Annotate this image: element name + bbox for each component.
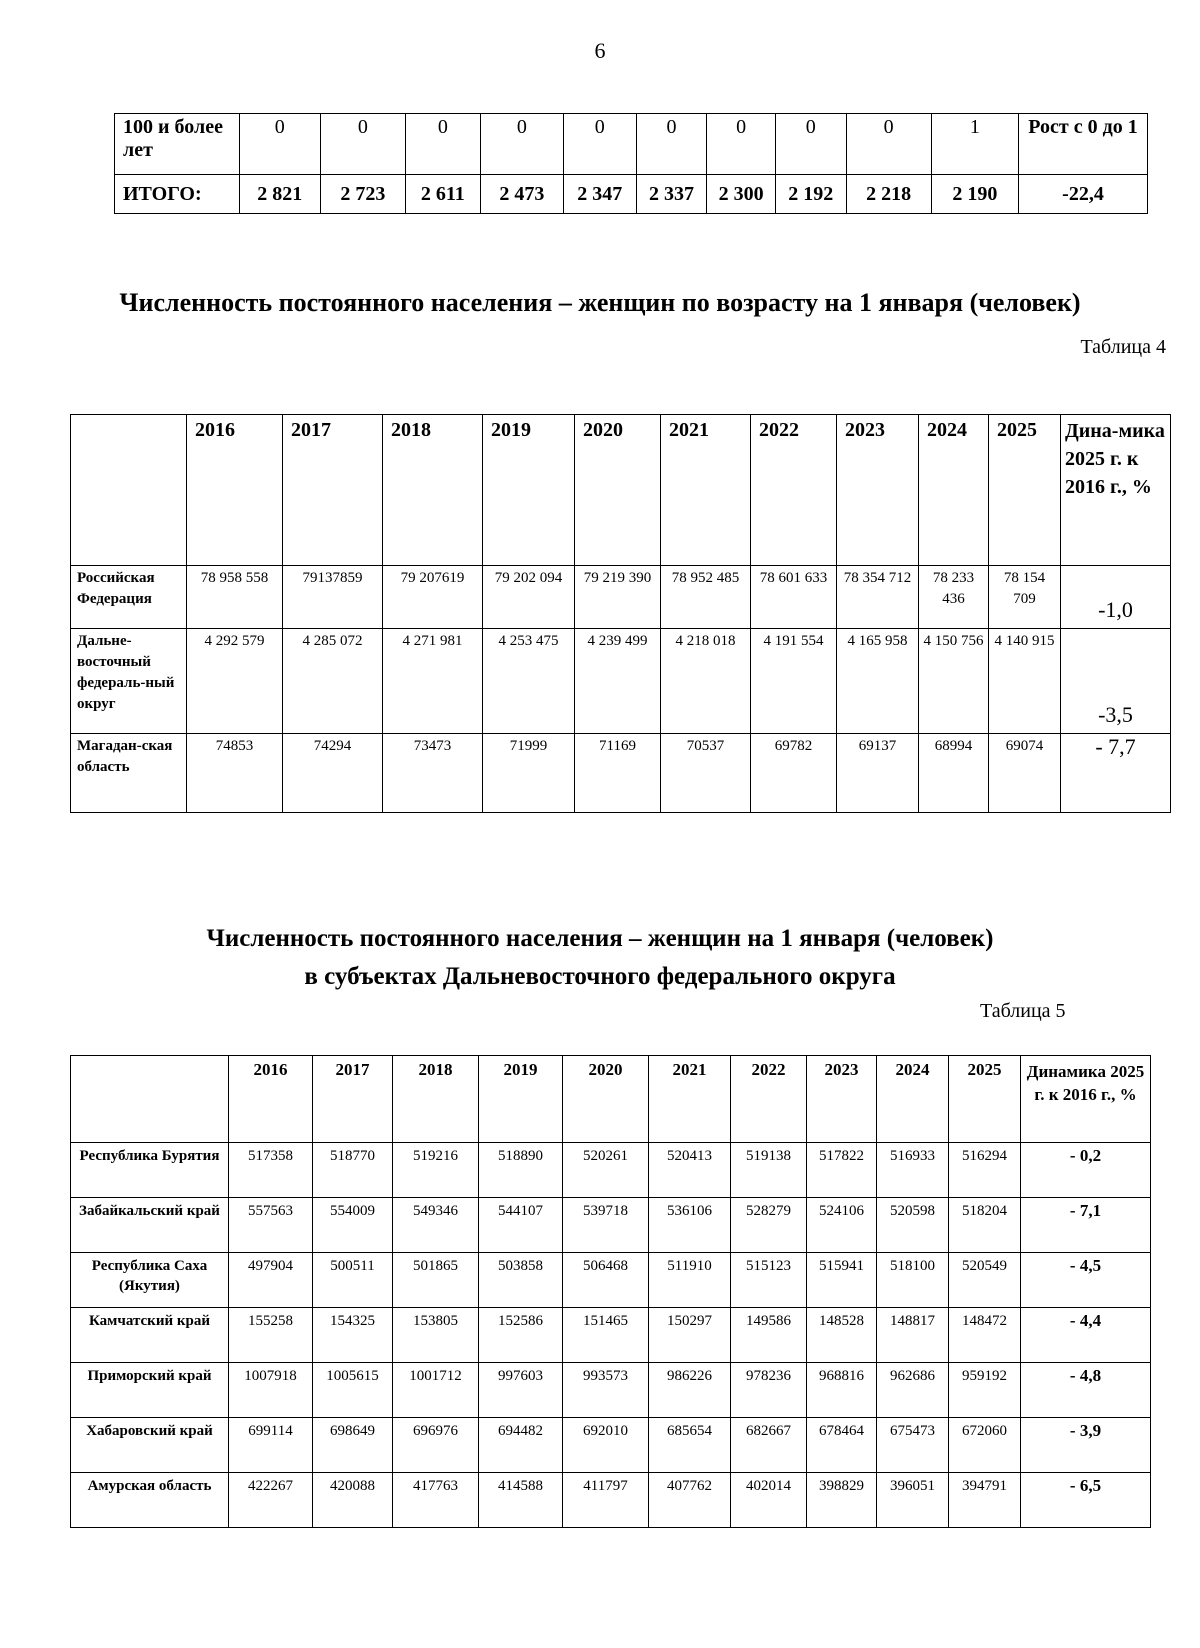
table-cell: 153805: [393, 1308, 479, 1363]
table-cell: 69074: [989, 734, 1061, 813]
table-cell: 151465: [563, 1308, 649, 1363]
table-cell: 407762: [649, 1473, 731, 1528]
table-cell: 0: [846, 114, 931, 175]
table-cell: 962686: [877, 1363, 949, 1418]
table-cell: 411797: [563, 1473, 649, 1528]
table-cell: 678464: [807, 1418, 877, 1473]
table-cell: 148472: [949, 1308, 1021, 1363]
table-row: [71, 1363, 1151, 1418]
table-cell: 79 219 390: [575, 566, 661, 629]
table-cell: 520549: [949, 1253, 1021, 1308]
table-cell: 148817: [877, 1308, 949, 1363]
table-4-label: Таблица 4: [1080, 336, 1166, 358]
table-cell: 4 239 499: [575, 629, 661, 734]
table-cell: 394791: [949, 1473, 1021, 1528]
table-cell: 71169: [575, 734, 661, 813]
year-header: 2024: [877, 1056, 949, 1143]
table-cell: 692010: [563, 1418, 649, 1473]
table-5-label: Таблица 5: [980, 1000, 1066, 1022]
year-header: 2025: [949, 1056, 1021, 1143]
year-header: 2017: [313, 1056, 393, 1143]
table-cell: 519216: [393, 1143, 479, 1198]
table-cell: 152586: [479, 1308, 563, 1363]
table-cell: 78 354 712: [837, 566, 919, 629]
table-cell: 497904: [229, 1253, 313, 1308]
dynamics-cell: -3,5: [1061, 629, 1171, 734]
table-row: [71, 1308, 1151, 1363]
table-cell: 2 473: [480, 175, 563, 214]
table-row: [71, 1253, 1151, 1308]
table-cell: 4 285 072: [283, 629, 383, 734]
table-cell: 73473: [383, 734, 483, 813]
region-name: Амурская область: [71, 1473, 229, 1528]
table-cell: 69137: [837, 734, 919, 813]
dynamics-cell: -22,4: [1019, 175, 1148, 214]
table-cell: 2 218: [846, 175, 931, 214]
table-cell: 2 190: [931, 175, 1018, 214]
table-cell: 0: [775, 114, 846, 175]
table-cell: 402014: [731, 1473, 807, 1528]
region-name: Республика Саха (Якутия): [71, 1253, 229, 1308]
table-cell: 4 191 554: [751, 629, 837, 734]
table-cell: 528279: [731, 1198, 807, 1253]
table-cell: 74853: [187, 734, 283, 813]
table-5: [70, 1055, 1151, 1528]
table-cell: 685654: [649, 1418, 731, 1473]
table-cell: 420088: [313, 1473, 393, 1528]
year-header: 2019: [479, 1056, 563, 1143]
region-name: Приморский край: [71, 1363, 229, 1418]
region-name: Хабаровский край: [71, 1418, 229, 1473]
table-cell: 2 723: [320, 175, 405, 214]
year-header: 2018: [393, 1056, 479, 1143]
table-cell: 511910: [649, 1253, 731, 1308]
dynamics-cell: - 7,1: [1021, 1198, 1151, 1253]
table-cell: 517822: [807, 1143, 877, 1198]
table-row: [71, 1198, 1151, 1253]
table-cell: 520598: [877, 1198, 949, 1253]
dynamics-cell: - 4,8: [1021, 1363, 1151, 1418]
region-name: Магадан-ская область: [71, 734, 187, 813]
table-cell: 986226: [649, 1363, 731, 1418]
table-cell: 506468: [563, 1253, 649, 1308]
table-cell: 150297: [649, 1308, 731, 1363]
region-name: Камчатский край: [71, 1308, 229, 1363]
table-cell: 500511: [313, 1253, 393, 1308]
table-cell: 2 347: [563, 175, 636, 214]
table-cell: 398829: [807, 1473, 877, 1528]
year-header: 2024: [919, 415, 989, 566]
table-cell: 4 218 018: [661, 629, 751, 734]
table-cell: 78 154 709: [989, 566, 1061, 629]
table-header-row: [71, 415, 1171, 566]
table-cell: 396051: [877, 1473, 949, 1528]
table-cell: 518204: [949, 1198, 1021, 1253]
year-header: 2022: [751, 415, 837, 566]
region-name: Дальне-восточный федераль-ный округ: [71, 629, 187, 734]
table-cell: 422267: [229, 1473, 313, 1528]
table-cell: 79 207619: [383, 566, 483, 629]
table-cell: 536106: [649, 1198, 731, 1253]
table-cell: 557563: [229, 1198, 313, 1253]
table-4: [70, 414, 1171, 813]
region-name: Российская Федерация: [71, 566, 187, 629]
year-header: 2023: [807, 1056, 877, 1143]
table-4-title: Численность постоянного населения – женщин по возрасту на 1 января (человек): [119, 288, 1081, 317]
table-cell: 71999: [483, 734, 575, 813]
year-header: 2022: [731, 1056, 807, 1143]
table-cell: 696976: [393, 1418, 479, 1473]
table-5-title-line-2: в субъектах Дальневосточного федерального округа: [304, 963, 896, 990]
region-name: Забайкальский край: [71, 1198, 229, 1253]
year-header: 2020: [563, 1056, 649, 1143]
table-5-title-line-1: Численность постоянного населения – женщин на 1 января (человек): [206, 925, 994, 952]
header-empty-cell: [71, 415, 187, 566]
table-cell: 149586: [731, 1308, 807, 1363]
table-cell: 1005615: [313, 1363, 393, 1418]
table-cell: 549346: [393, 1198, 479, 1253]
table-cell: 518100: [877, 1253, 949, 1308]
year-header: 2021: [661, 415, 751, 566]
table-cell: 78 233 436: [919, 566, 989, 629]
table-cell: 698649: [313, 1418, 393, 1473]
table-cell: 417763: [393, 1473, 479, 1528]
region-name: Республика Бурятия: [71, 1143, 229, 1198]
table-3-continuation: [114, 113, 1148, 214]
row-label: ИТОГО:: [115, 175, 240, 214]
table-cell: 0: [320, 114, 405, 175]
table-cell: 518770: [313, 1143, 393, 1198]
table-cell: 997603: [479, 1363, 563, 1418]
year-header: 2018: [383, 415, 483, 566]
table-row: [71, 1418, 1151, 1473]
table-cell: 0: [707, 114, 776, 175]
table-cell: 414588: [479, 1473, 563, 1528]
table-header-row: [71, 1056, 1151, 1143]
table-cell: 4 292 579: [187, 629, 283, 734]
table-cell: 70537: [661, 734, 751, 813]
table-cell: 501865: [393, 1253, 479, 1308]
year-header: 2021: [649, 1056, 731, 1143]
table-cell: 0: [563, 114, 636, 175]
dynamics-cell: - 6,5: [1021, 1473, 1151, 1528]
table-cell: 518890: [479, 1143, 563, 1198]
table-cell: 675473: [877, 1418, 949, 1473]
table-cell: 74294: [283, 734, 383, 813]
table-cell: 544107: [479, 1198, 563, 1253]
table-cell: 69782: [751, 734, 837, 813]
table-cell: 1: [931, 114, 1018, 175]
year-header: 2016: [229, 1056, 313, 1143]
table-cell: 2 300: [707, 175, 776, 214]
dynamics-cell: - 3,9: [1021, 1418, 1151, 1473]
table-cell: 148528: [807, 1308, 877, 1363]
table-row: [115, 114, 1148, 175]
table-row: [71, 566, 1171, 629]
table-cell: 515123: [731, 1253, 807, 1308]
table-cell: 2 192: [775, 175, 846, 214]
table-cell: 516294: [949, 1143, 1021, 1198]
dynamics-cell: - 4,5: [1021, 1253, 1151, 1308]
table-cell: 79137859: [283, 566, 383, 629]
table-cell: 2 337: [636, 175, 707, 214]
table-cell: 78 601 633: [751, 566, 837, 629]
year-header: 2017: [283, 415, 383, 566]
table-cell: 0: [405, 114, 480, 175]
table-cell: 2 611: [405, 175, 480, 214]
table-cell: 78 958 558: [187, 566, 283, 629]
table-cell: 155258: [229, 1308, 313, 1363]
table-cell: 503858: [479, 1253, 563, 1308]
table-row-total: [115, 175, 1148, 214]
table-cell: 79 202 094: [483, 566, 575, 629]
table-cell: 515941: [807, 1253, 877, 1308]
table-cell: 694482: [479, 1418, 563, 1473]
year-header: 2019: [483, 415, 575, 566]
year-header: 2023: [837, 415, 919, 566]
table-cell: 524106: [807, 1198, 877, 1253]
table-cell: 978236: [731, 1363, 807, 1418]
table-cell: 968816: [807, 1363, 877, 1418]
table-cell: 78 952 485: [661, 566, 751, 629]
table-cell: 2 821: [239, 175, 320, 214]
table-cell: 682667: [731, 1418, 807, 1473]
dynamics-header: Дина-мика 2025 г. к 2016 г., %: [1061, 415, 1171, 566]
dynamics-cell: - 0,2: [1021, 1143, 1151, 1198]
table-cell: 959192: [949, 1363, 1021, 1418]
table-row: [71, 1143, 1151, 1198]
dynamics-cell: - 7,7: [1061, 734, 1171, 813]
table-cell: 516933: [877, 1143, 949, 1198]
year-header: 2020: [575, 415, 661, 566]
year-header: 2025: [989, 415, 1061, 566]
dynamics-cell: - 4,4: [1021, 1308, 1151, 1363]
table-cell: 0: [480, 114, 563, 175]
table-cell: 0: [239, 114, 320, 175]
header-empty-cell: [71, 1056, 229, 1143]
table-cell: 4 150 756: [919, 629, 989, 734]
table-cell: 68994: [919, 734, 989, 813]
table-cell: 1007918: [229, 1363, 313, 1418]
table-row: [71, 734, 1171, 813]
table-cell: 517358: [229, 1143, 313, 1198]
table-cell: 520413: [649, 1143, 731, 1198]
table-cell: 0: [636, 114, 707, 175]
table-row: [71, 1473, 1151, 1528]
table-cell: 4 253 475: [483, 629, 575, 734]
table-cell: 519138: [731, 1143, 807, 1198]
table-cell: 4 165 958: [837, 629, 919, 734]
table-cell: 539718: [563, 1198, 649, 1253]
table-cell: 154325: [313, 1308, 393, 1363]
dynamics-cell: Рост с 0 до 1: [1019, 114, 1148, 175]
dynamics-cell: -1,0: [1061, 566, 1171, 629]
table-cell: 4 140 915: [989, 629, 1061, 734]
dynamics-header: Динамика 2025 г. к 2016 г., %: [1021, 1056, 1151, 1143]
table-row: [71, 629, 1171, 734]
table-cell: 554009: [313, 1198, 393, 1253]
table-cell: 1001712: [393, 1363, 479, 1418]
table-cell: 993573: [563, 1363, 649, 1418]
table-cell: 699114: [229, 1418, 313, 1473]
table-cell: 520261: [563, 1143, 649, 1198]
page-number: 6: [594, 38, 606, 63]
year-header: 2016: [187, 415, 283, 566]
table-cell: 4 271 981: [383, 629, 483, 734]
row-label: 100 и более лет: [115, 114, 240, 175]
table-cell: 672060: [949, 1418, 1021, 1473]
